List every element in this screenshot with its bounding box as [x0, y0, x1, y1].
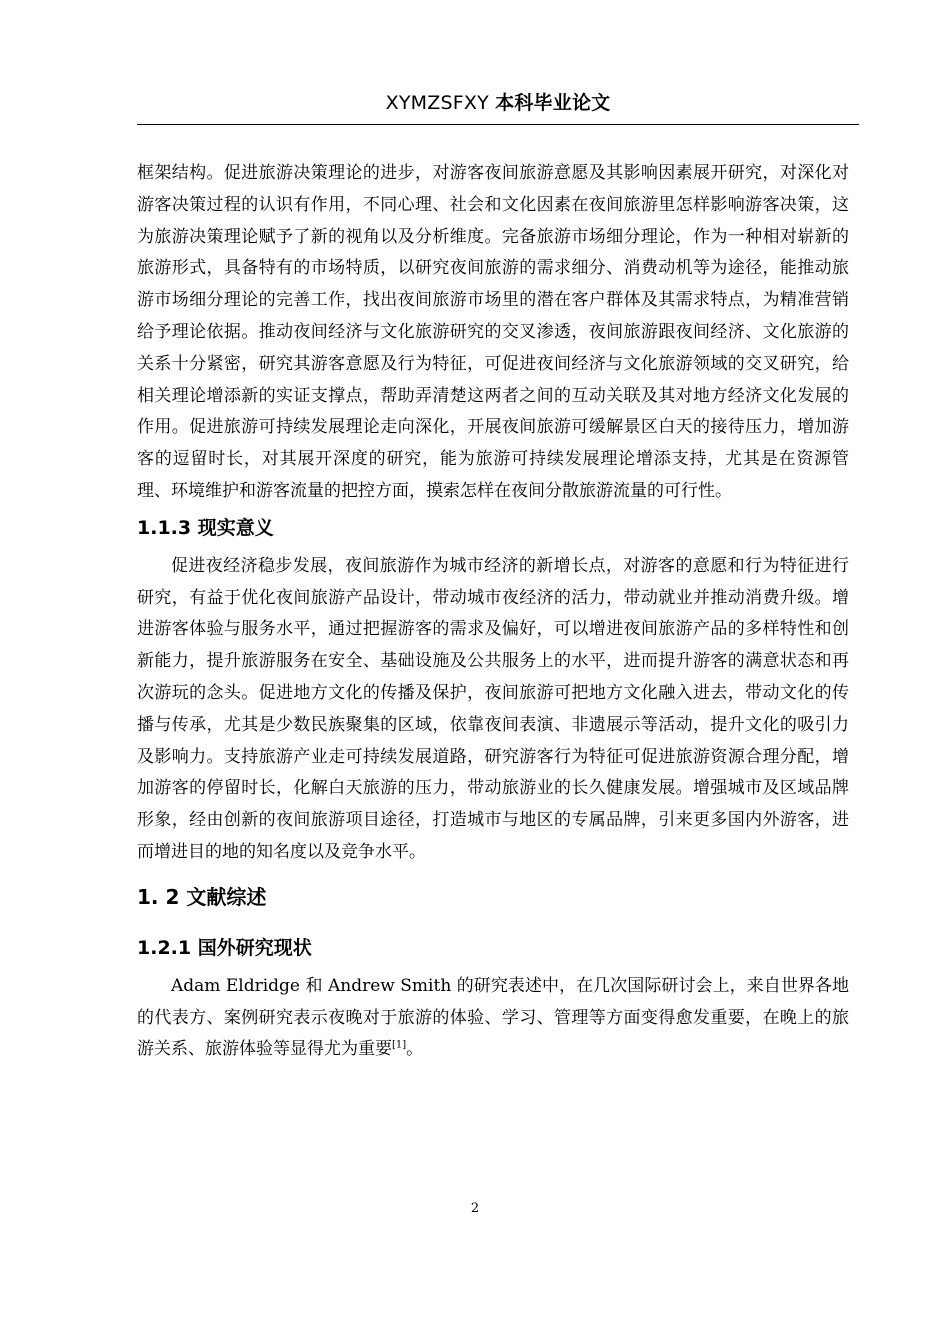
header-title	[386, 92, 611, 114]
citation-reference: [1]	[392, 1039, 407, 1051]
paragraph-foreign-research-text: Adam Eldridge 和 Andrew Smith 的研究表述中，在几次国际研讨会上，来自世界各地的代表方、案例研究表示夜晚对于旅游的体验、学习、管理等方面变得愈发重要，在晚上的旅游关系、旅游体验等显得尤为重要	[137, 975, 849, 1060]
paragraph-theoretical-significance: 框架结构。促进旅游决策理论的进步，对游客夜间旅游意愿及其影响因素展开研究，对深化对游客决策过程的认识有作用，不同心理、社会和文化因素在夜间旅游里怎样影响游客决策，这为旅游决策理论赋予了新的视角以及分析维度。完备旅游市场细分理论，作为一种相对崭新的旅游形式，具备特有的市场特质，以研究夜间旅游的需求细分、消费动机等为途径，能推动旅游市场细分理论的完善工作，找出夜间旅游市场里的潜在客户群体及其需求特点，为精准营销给予理论依据。推动夜间经济与文化旅游研究的交叉渗透，夜间旅游跟夜间经济、文化旅游的关系十分紧密，研究其游客意愿及行为特征，可促进夜间经济与文化旅游领域的交叉研究，给相关理论增添新的实证支撑点，帮助弄清楚这两者之间的互动关联及其对地方经济文化发展的作用。促进旅游可持续发展理论走向深化，开展夜间旅游可缓解景区白天的接待压力，增加游客的逗留时长，对其展开深度的研究，能为旅游可持续发展理论增添支持，尤其是在资源管理、环境维护和游客流量的把控方面，摸索怎样在夜间分散旅游流量的可行性。	[137, 163, 849, 501]
paragraph-foreign-research	[137, 971, 849, 1066]
body-content	[137, 158, 849, 1066]
page-header	[137, 88, 859, 125]
page-number: 2	[470, 1201, 480, 1216]
paragraph-practical-significance: 促进夜经济稳步发展，夜间旅游作为城市经济的新增长点，对游客的意愿和行为特征进行研究，有益于优化夜间旅游产品设计，带动城市夜经济的活力，带动就业并推动消费升级。增进游客体验与服务水平，通过把握游客的需求及偏好，可以增进夜间旅游产品的多样特性和创新能力，提升旅游服务在安全、基础设施及公共服务上的水平，进而提升游客的满意状态和再次游玩的念头。促进地方文化的传播及保护，夜间旅游可把地方文化融入进去，带动文化的传播与传承，尤其是少数民族聚集的区域，依靠夜间表演、非遗展示等活动，提升文化的吸引力及影响力。支持旅游产业走可持续发展道路，研究游客行为特征可促进旅游资源合理分配，增加游客的停留时长，化解白天旅游的压力，带动旅游业的长久健康发展。增强城市及区域品牌形象，经由创新的夜间旅游项目途径，打造城市与地区的专属品牌，引来更多国内外游客，进而增进目的地的知名度以及竞争水平。	[137, 555, 849, 862]
heading-1-2-1: 1.2.1 国外研究现状	[137, 936, 312, 959]
heading-1-1-3: 1.1.3 现实意义	[137, 516, 274, 539]
heading-1-2: 1. 2 文献综述	[137, 884, 267, 909]
header-latin: XYMZSFXY	[385, 92, 489, 114]
header-cn: 本科毕业论文	[495, 92, 611, 114]
paragraph-foreign-research-end: 。	[406, 1039, 424, 1060]
